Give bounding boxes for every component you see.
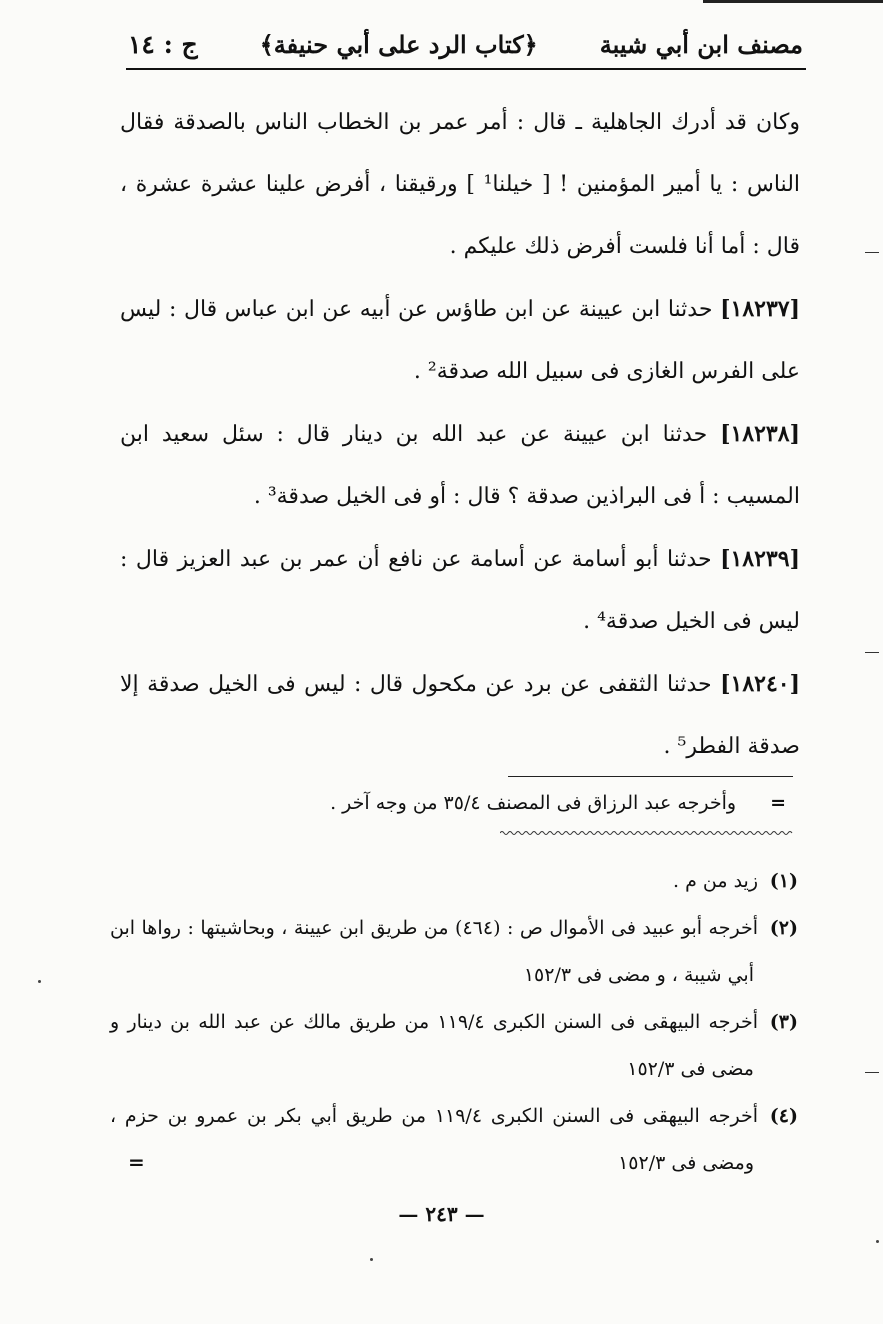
book-title: مصنف ابن أبي شيبة [599, 29, 803, 59]
footnote-text: زيد من م . [673, 870, 758, 892]
footnote-text: أخرجه أبو عبيد فى الأموال ص : (٤٦٤) من طريق ابن عيينة ، وبحاشيتها : رواها ابن أبي شيبة ، و مضى فى ١٥٢/٣ [110, 917, 758, 986]
footnote [110, 1093, 798, 1187]
footnote [110, 905, 798, 999]
footnote-text: أخرجه البيهقى فى السنن الكبرى ١١٩/٤ من طريق مالك عن عبد الله بن دينار و مضى فى ١٥٢/٣ [110, 1011, 758, 1080]
margin-mark [865, 1072, 879, 1073]
footnote-mark: (٤) [769, 1105, 798, 1127]
hadith-entry [120, 278, 800, 403]
continuation-marker: = [770, 792, 786, 814]
footnote-mark: (٣) [769, 1011, 798, 1033]
hadith-number: [١٨٢٣٨] [720, 421, 800, 447]
margin-mark [865, 252, 879, 253]
footnotes [110, 858, 798, 1187]
hadith-text: حدثنا الثقفى عن برد عن مكحول قال : ليس فى الخيل صدقة إلا صدقة الفطر⁵ . [120, 672, 800, 759]
footnote-separator [508, 776, 793, 777]
footnote-mark: (١) [769, 870, 798, 892]
intro-line-1: وكان قد أدرك الجاهلية ـ قال : أمر عمر بن الخطاب الناس بالصدقة فقال [120, 110, 800, 135]
hadith-number: [١٨٢٣٩] [720, 546, 800, 572]
corner-rule [703, 0, 883, 3]
running-header [128, 22, 803, 66]
page-number: — ٢٤٣ — [398, 1202, 485, 1226]
margin-mark [865, 652, 879, 653]
footnote [110, 999, 798, 1093]
hadith-entry [120, 528, 800, 653]
hadith-entry [120, 653, 800, 778]
wavy-separator [500, 830, 795, 836]
continued-footnote-text: وأخرجه عبد الرزاق فى المصنف ٣٥/٤ من وجه آخر . [330, 792, 737, 814]
footnote [110, 858, 798, 905]
intro-line-2: الناس : يا أمير المؤمنين ! [ خيلنا¹ ] ورقيقنا ، أفرض علينا عشرة عشرة ، [120, 172, 801, 197]
hadith-text: حدثنا أبو أسامة عن أسامة عن نافع أن عمر بن عبد العزيز قال : ليس فى الخيل صدقة⁴ . [120, 547, 800, 634]
scan-speck [38, 980, 41, 983]
hadith-number: [١٨٢٣٧] [720, 296, 801, 322]
volume-label: ج : ١٤ [128, 29, 198, 59]
continued-footnote [120, 783, 800, 823]
hadith-text: حدثنا ابن عيينة عن ابن طاؤس عن أبيه عن ابن عباس قال : ليس على الفرس الغازى فى سبيل الله صدقة² . [120, 297, 800, 384]
intro-line-3: قال : أما أنا فلست أفرض ذلك عليكم . [449, 234, 800, 259]
hadith-number: [١٨٢٤٠] [720, 671, 801, 697]
main-text [120, 92, 800, 778]
trailing-continuation-marker: = [128, 1150, 145, 1174]
section-title: ﴿كتاب الرد على أبي حنيفة﴾ [259, 29, 538, 59]
hadith-entry [120, 403, 800, 528]
intro-paragraph [120, 92, 800, 278]
footnote-mark: (٢) [769, 917, 798, 939]
footnote-text: أخرجه البيهقى فى السنن الكبرى ١١٩/٤ من طريق أبي بكر بن عمرو بن حزم ، ومضى فى ١٥٢/٣ [110, 1105, 758, 1174]
hadith-text: حدثنا ابن عيينة عن عبد الله بن دينار قال : سئل سعيد ابن المسيب : أ فى البراذين صدقة ؟ قال : أو فى الخيل صدقة³ . [120, 422, 800, 509]
scan-speck [876, 1240, 879, 1243]
scan-speck [370, 1258, 373, 1261]
header-rule [126, 68, 806, 70]
